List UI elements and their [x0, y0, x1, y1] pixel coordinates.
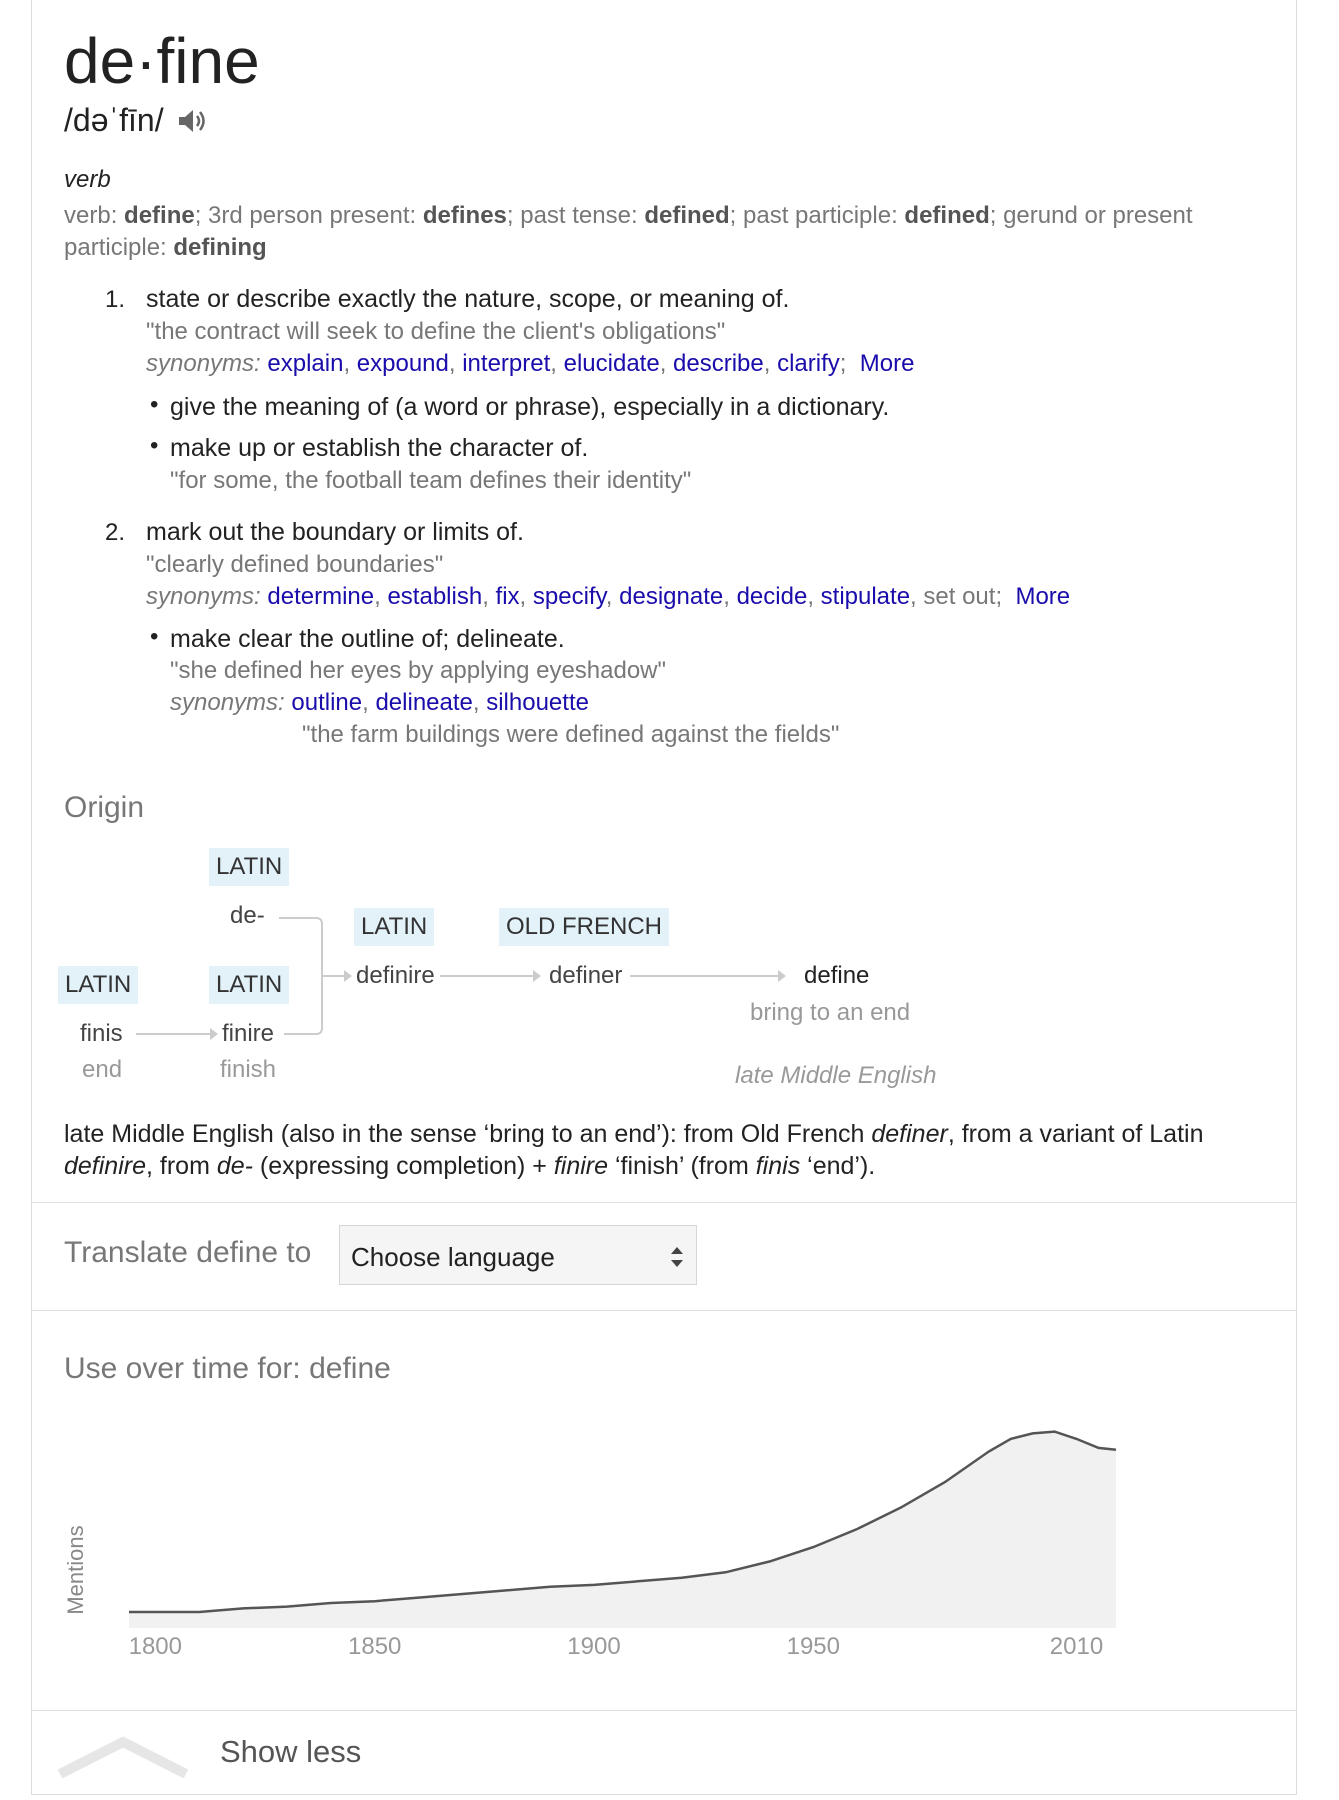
show-less-label: Show less: [220, 1734, 362, 1769]
synonym-plain: set out: [923, 583, 996, 610]
origin-text-italic: finis: [755, 1152, 801, 1180]
synonym-link[interactable]: expound: [356, 350, 449, 377]
synonyms-label: synonyms:: [146, 583, 261, 610]
language-tag: LATIN: [354, 908, 434, 946]
synonym-link[interactable]: designate: [619, 583, 724, 610]
form-word: defined: [644, 202, 730, 229]
subsense-definition: • make clear the outline of; delineate.: [170, 625, 565, 654]
etymon-gloss: end: [82, 1056, 123, 1083]
language-tag: OLD FRENCH: [499, 908, 669, 946]
synonym-link[interactable]: delineate: [375, 689, 473, 716]
origin-text-part: , from a variant of Latin: [947, 1120, 1204, 1148]
synonym-link[interactable]: determine: [267, 583, 375, 610]
etymon-word: finis: [80, 1020, 123, 1047]
synonym-link[interactable]: stipulate: [820, 583, 911, 610]
language-tag: LATIN: [209, 848, 289, 886]
synonym-link[interactable]: specify: [532, 583, 606, 610]
chart-ylabel: Mentions: [63, 1525, 88, 1615]
subsense-definition: • make up or establish the character of.: [170, 434, 588, 463]
sense-example: "clearly defined boundaries": [146, 551, 444, 578]
form-label: ; 3rd person present:: [194, 202, 423, 229]
etymon-word: finire: [222, 1020, 275, 1047]
form-word: define: [124, 202, 195, 229]
synonym-link[interactable]: decide: [736, 583, 808, 610]
period-label: late Middle English: [735, 1062, 937, 1089]
etymon-word: definire: [356, 962, 435, 989]
origin-text-italic: finire: [553, 1152, 609, 1180]
synonym-link[interactable]: fix: [495, 583, 520, 610]
origin-text-part: late Middle English (also in the sense ‘bring to an end’): from Old French: [64, 1120, 872, 1148]
form-word: defining: [173, 234, 267, 261]
etymon-word: de-: [230, 902, 265, 929]
chart-x-tick-label: 2010: [1049, 1633, 1104, 1660]
form-word: defines: [422, 202, 507, 229]
translate-label: Translate define to: [64, 1236, 312, 1269]
form-word: defined: [904, 202, 990, 229]
synonym-link[interactable]: clarify: [777, 350, 840, 377]
synonym-link[interactable]: interpret: [462, 350, 551, 377]
divider: [32, 1202, 1296, 1203]
part-of-speech: verb: [64, 166, 111, 193]
chart-x-tick-label: 1800: [128, 1633, 182, 1660]
synonym-link[interactable]: outline: [291, 689, 363, 716]
dictionary-card: [31, 0, 1297, 1795]
origin-title: Origin: [64, 791, 145, 824]
origin-text-italic: de-: [216, 1152, 253, 1180]
synonym-link[interactable]: explain: [267, 350, 344, 377]
usage-chart: [62, 1380, 1122, 1660]
origin-text: [64, 1118, 1274, 1182]
sense-example: "the contract will seek to define the client's obligations": [146, 318, 726, 345]
headword: de·fine: [64, 25, 260, 97]
etymon-gloss: finish: [220, 1056, 277, 1083]
sense-number: 2.: [105, 519, 126, 546]
divider: [32, 1310, 1296, 1311]
origin-text-part: , from: [146, 1152, 217, 1180]
form-label: ; gerund or present participle:: [64, 202, 1193, 261]
origin-text-part: ‘end’).: [800, 1152, 876, 1180]
synonyms-label: synonyms:: [146, 350, 261, 377]
origin-text-part: ‘finish’ (from: [608, 1152, 756, 1180]
etymon-word: definer: [549, 962, 623, 989]
chart-area-fill: [129, 1432, 1116, 1628]
language-tag: LATIN: [58, 966, 138, 1004]
etymon-gloss: bring to an end: [750, 999, 911, 1026]
synonym-link[interactable]: silhouette: [486, 689, 589, 716]
chart-x-tick-label: 1950: [786, 1633, 840, 1660]
language-select-value: Choose language: [351, 1242, 555, 1272]
subsense-example: "the farm buildings were defined against the fields": [302, 721, 840, 748]
pronunciation-text: /dəˈfīn/: [64, 102, 164, 138]
more-synonyms-link[interactable]: More: [1015, 583, 1071, 610]
usage-title: Use over time for: define: [64, 1352, 391, 1385]
show-less-button[interactable]: [32, 1710, 1296, 1794]
synonyms-line: synonyms: determine, establish, fix, specify, designate, decide, stipulate, set out; More: [146, 583, 1071, 610]
language-tag: LATIN: [209, 966, 289, 1004]
origin-text-italic: definire: [64, 1152, 146, 1180]
synonym-link[interactable]: elucidate: [563, 350, 660, 377]
synonym-link[interactable]: establish: [387, 583, 483, 610]
sense-definition: mark out the boundary or limits of.: [146, 518, 524, 546]
synonyms-line: synonyms: explain, expound, interpret, elucidate, describe, clarify; More: [146, 350, 915, 377]
synonyms-line: synonyms: outline, delineate, silhouette: [170, 689, 589, 716]
language-select[interactable]: [339, 1225, 697, 1285]
subsense-definition: • give the meaning of (a word or phrase), especially in a dictionary.: [170, 393, 889, 422]
up-down-arrows-icon: [670, 1244, 684, 1270]
synonyms-label: synonyms:: [170, 689, 285, 716]
synonym-link[interactable]: describe: [673, 350, 764, 377]
sense-number: 1.: [105, 286, 126, 313]
subsense-example: "for some, the football team defines their identity": [170, 467, 692, 494]
more-synonyms-link[interactable]: More: [859, 350, 915, 377]
form-label: ; past tense:: [506, 202, 645, 229]
sense-definition: state or describe exactly the nature, scope, or meaning of.: [146, 285, 790, 313]
chart-x-tick-label: 1850: [348, 1633, 402, 1660]
chart-x-tick-label: 1900: [567, 1633, 621, 1660]
etymon-word: define: [804, 962, 870, 989]
origin-text-part: (expressing completion) +: [252, 1152, 554, 1180]
form-label: ; past participle:: [729, 202, 905, 229]
origin-text-italic: definer: [871, 1120, 948, 1148]
form-label: verb:: [64, 202, 125, 229]
chevron-up-icon: [58, 1732, 188, 1778]
subsense-example: "she defined her eyes by applying eyeshadow": [170, 657, 667, 684]
